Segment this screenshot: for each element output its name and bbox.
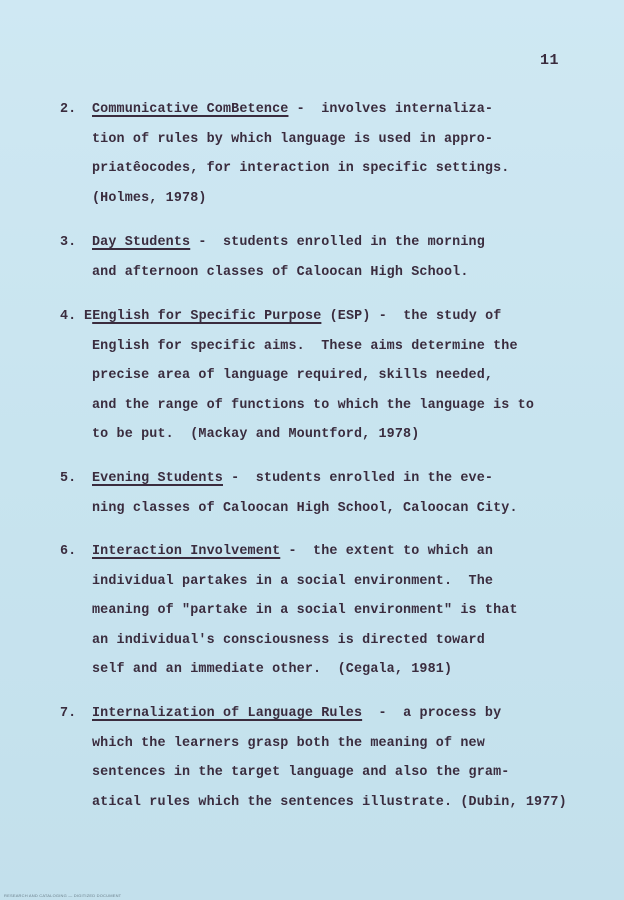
definition-entry [60, 537, 518, 685]
entry-first-line [92, 464, 518, 494]
defined-term: Day Students [92, 235, 191, 250]
entry-number: 2. [60, 102, 77, 117]
defined-term: Interaction Involvement [92, 544, 281, 559]
entry-line: (ESP) - the study of [321, 309, 502, 324]
entry-line: sentences in the target language and also the gram- [92, 765, 510, 780]
entry-line: - students enrolled in the eve- [222, 471, 494, 486]
entry-line: precise area of language required, skills needed, [92, 368, 494, 383]
entry-line: - the extent to which an [280, 544, 494, 559]
definition-entry [60, 699, 567, 817]
entry-line: an individual's consciousness is directed toward [92, 632, 485, 648]
entry-first-line [92, 537, 518, 567]
definition-entry [60, 95, 509, 213]
entry-line: and afternoon classes of Caloocan High School. [92, 264, 469, 280]
entry-first-line [92, 95, 509, 125]
defined-term: Communicative ComBetence [92, 102, 289, 117]
entry-number: 3. [60, 235, 77, 250]
entry-line: self and an immediate other. (Cegala, 1981) [92, 662, 453, 677]
definition-entry [60, 464, 518, 523]
entry-line: - involves internaliza- [288, 102, 494, 117]
defined-term: Internalization of Language Rules [92, 706, 363, 721]
entry-line: - a process by [362, 706, 502, 721]
entry-line: - students enrolled in the morning [190, 235, 485, 250]
defined-term: Evening Students [92, 471, 223, 486]
entry-line: individual partakes in a social environment. The [92, 573, 494, 589]
entry-line: ning classes of Caloocan High School, Caloocan City. [92, 500, 518, 516]
entry-line: (Holmes, 1978) [92, 190, 207, 206]
defined-term: English for Specific Purpose [92, 309, 322, 324]
entry-first-line [92, 699, 567, 729]
definition-entry [60, 228, 485, 287]
entry-line: meaning of "partake in a social environment" is that [92, 603, 518, 618]
entry-number: 5. [60, 471, 77, 486]
entry-first-line [92, 228, 485, 258]
entry-line: and the range of functions to which the language is to [92, 397, 535, 413]
entry-number: 4. [60, 309, 77, 324]
page-number: 11 [540, 52, 560, 69]
entry-line: English for specific aims. These aims determine the [92, 338, 518, 354]
entry-line: which the learners grasp both the meaning of new [92, 735, 485, 751]
stray-letter: E [84, 309, 93, 324]
entry-number: 7. [60, 706, 77, 721]
scan-footer-mark: RESEARCH AND CATALOGING — DIGITIZED DOCUMENT [4, 893, 122, 898]
entry-line: atical rules which the sentences illustrate. (Dubin, 1977) [92, 794, 567, 810]
entry-line: to be put. (Mackay and Mountford, 1978) [92, 427, 420, 442]
entry-line: tion of rules by which language is used in appro- [92, 131, 494, 147]
entry-line: priatêocodes, for interaction in specific settings. [92, 161, 510, 176]
entry-first-line [84, 302, 534, 332]
entry-number: 6. [60, 544, 77, 559]
definition-entry [60, 302, 534, 450]
